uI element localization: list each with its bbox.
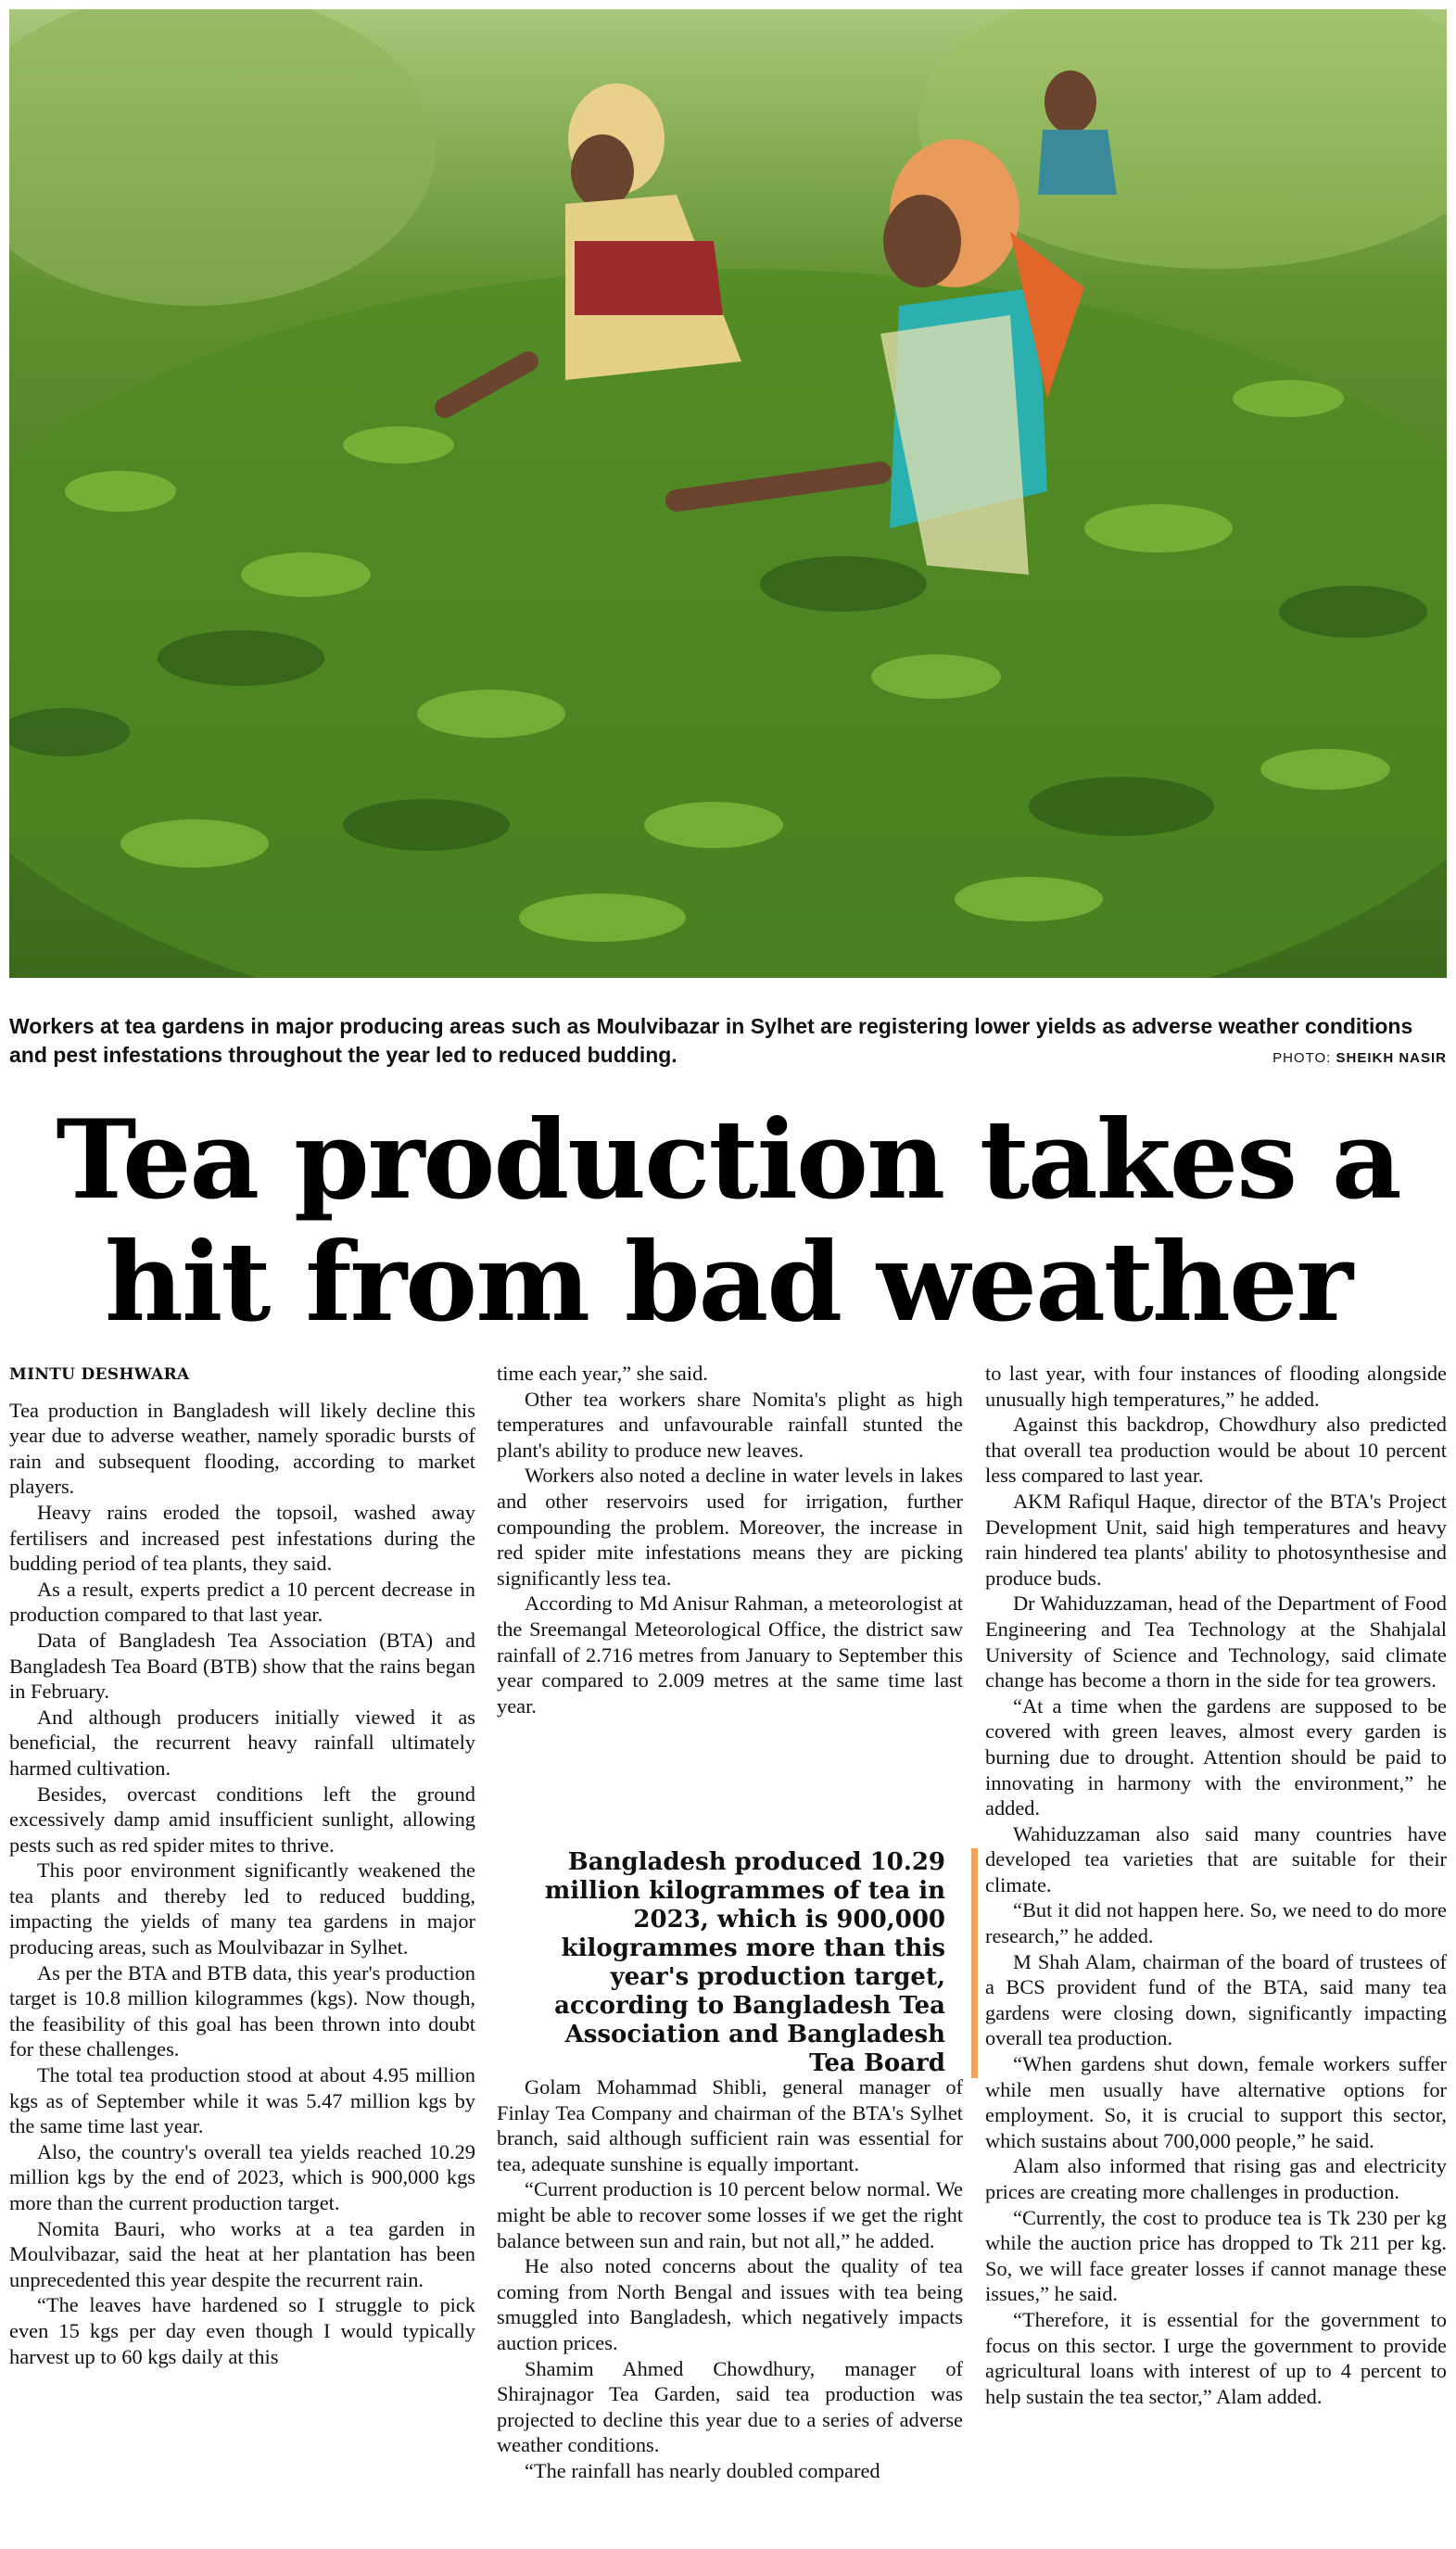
paragraph: time each year,” she said. — [497, 1362, 708, 1385]
paragraph: The total tea production stood at about 4.95 million kgs as of September while it was 5.47 million kgs by the same time last year. — [9, 2063, 475, 2138]
paragraph: “When gardens shut down, female workers suffer while men usually have alternative options for employment. So, it is crucial to support this sector, which sustains about 700,000 people,” he said. — [985, 2052, 1447, 2152]
article-column-2-bottom — [497, 2074, 963, 2484]
pull-quote: Bangladesh produced 10.29 million kilogrammes of tea in 2023, which is 900,000 kilogrammes more than this year's production target, according to Bangladesh Tea Association and Bangladesh Tea Board — [519, 1848, 978, 2078]
paragraph: “The leaves have hardened so I struggle to pick even 15 kgs per day even though I would typically harvest up to 60 kgs daily at this — [9, 2293, 475, 2368]
paragraph: Against this backdrop, Chowdhury also predicted that overall tea production would be about 10 percent less compared to last year. — [985, 1413, 1447, 1488]
paragraph: According to Md Anisur Rahman, a meteorologist at the Sreemangal Meteorological Office, the district saw rainfall of 2.716 metres from January to September this year compared to 2.009 metres at the same time last year. — [497, 1592, 963, 1718]
paragraph: Golam Mohammad Shibli, general manager of Finlay Tea Company and chairman of the BTA's Sylhet branch, said although sufficient rain was essential for tea, adequate sunshine is equally important. — [497, 2075, 963, 2175]
article-column-3 — [985, 1361, 1447, 2409]
photo-caption: Workers at tea gardens in major producing areas such as Moulvibazar in Sylhet are registering lower yields as adverse weather conditions and pest infestations throughout the year led to reduced budding. — [9, 1014, 1413, 1067]
paragraph: As per the BTA and BTB data, this year's production target is 10.8 million kilogrammes (kgs). Now though, the feasibility of this goal has been thrown into doubt for these challenges. — [9, 1960, 475, 2061]
paragraph: to last year, with four instances of flooding alongside unusually high temperatures,” he added. — [985, 1362, 1447, 1411]
paragraph: And although producers initially viewed it as beneficial, the recurrent heavy rainfall ultimately harmed cultivation. — [9, 1705, 475, 1780]
headline — [0, 1096, 1456, 1346]
paragraph: “Current production is 10 percent below normal. We might be able to recover some losses if we get the right balance between sun and rain, but not all,” he added. — [497, 2177, 963, 2252]
paragraph: “At a time when the gardens are supposed to be covered with green leaves, almost every garden is burning due to drought. Attention should be paid to innovating in harmony with the environment,” he added. — [985, 1693, 1447, 1820]
paragraph: As a result, experts predict a 10 percent decrease in production compared to that last year. — [9, 1577, 475, 1627]
credit-label: PHOTO: — [1272, 1050, 1332, 1066]
paragraph: He also noted concerns about the quality of tea coming from North Bengal and issues with tea being smuggled into Bangladesh, which negatively impacts auction prices. — [497, 2254, 963, 2354]
paragraph: “The rainfall has nearly doubled compared — [525, 2458, 880, 2482]
article-column-1 — [9, 1363, 475, 2369]
paragraph: Heavy rains eroded the topsoil, washed away fertilisers and increased pest infestations during the budding period of tea plants, they said. — [9, 1500, 475, 1576]
paragraph: Besides, overcast conditions left the ground excessively damp amid insufficient sunlight, allowing pests such as red spider mites to thrive. — [9, 1782, 475, 1857]
paragraph: Workers also noted a decline in water levels in lakes and other reservoirs used for irrigation, further compounding the problem. Moreover, the increase in red spider mite infestations means they are picking significantly less tea. — [497, 1464, 963, 1590]
paragraph: Also, the country's overall tea yields reached 10.29 million kgs by the end of 2023, which is 900,000 kgs more than the current production target. — [9, 2139, 475, 2214]
tea-garden-photo — [9, 9, 1447, 978]
paragraph: “Therefore, it is essential for the government to focus on this sector. I urge the government to provide agricultural loans with interest of up to 4 percent to help sustain the tea sector,” Alam added. — [985, 2307, 1447, 2408]
paragraph: This poor environment significantly weakened the tea plants and thereby led to reduced budding, impacting the yields of many tea gardens in major producing areas, such as Moulvibazar in Sylhet. — [9, 1858, 475, 1959]
paragraph: Shamim Ahmed Chowdhury, manager of Shirajnagor Tea Garden, said tea production was projected to decline this year due to a series of adverse weather conditions. — [497, 2356, 963, 2457]
article-column-2-top — [497, 1361, 963, 1718]
headline-line-2: hit from bad weather — [104, 1218, 1352, 1346]
paragraph: M Shah Alam, chairman of the board of trustees of a BCS provident fund of the BTA, said many tea gardens were closing down, significantly impacting overall tea production. — [985, 1949, 1447, 2050]
headline-line-1: Tea production takes a — [56, 1096, 1400, 1224]
paragraph: Dr Wahiduzzaman, head of the Department of Food Engineering and Tea Technology at the Shahjalal University of Science and Technology, said climate change has become a thorn in the side for tea growers. — [985, 1592, 1447, 1693]
paragraph: Nomita Bauri, who works at a tea garden in Moulvibazar, said the heat at her plantation has been unprecedented this year despite the recurrent rain. — [9, 2216, 475, 2291]
photo-credit — [1272, 1050, 1447, 1066]
paragraph: AKM Rafiqul Haque, director of the BTA's Project Development Unit, said high temperatures and heavy rain hindered tea plants' ability to photosynthesise and produce buds. — [985, 1489, 1447, 1590]
byline: MINTU DESHWARA — [9, 1365, 190, 1384]
paragraph: “Currently, the cost to produce tea is Tk 230 per kg while the auction price has dropped to Tk 211 per kg. So, we will face greater losses if cannot manage these issues,” he said. — [985, 2205, 1447, 2306]
paragraph: Data of Bangladesh Tea Association (BTA) and Bangladesh Tea Board (BTB) show that the rains began in February. — [9, 1628, 475, 1704]
paragraph: Tea production in Bangladesh will likely decline this year due to adverse weather, namely sporadic bursts of rain and subsequent flooding, according to market players. — [9, 1398, 475, 1499]
paragraph: Other tea workers share Nomita's plight as high temperatures and unfavourable rainfall stunted the plant's ability to produce new leaves. — [497, 1387, 963, 1462]
credit-name: SHEIKH NASIR — [1336, 1050, 1447, 1066]
paragraph: Wahiduzzaman also said many countries have developed tea varieties that are suitable for their climate. — [985, 1821, 1447, 1896]
paragraph: Alam also informed that rising gas and electricity prices are creating more challenges in production. — [985, 2154, 1447, 2203]
paragraph: “But it did not happen here. So, we need to do more research,” he added. — [985, 1898, 1447, 1948]
